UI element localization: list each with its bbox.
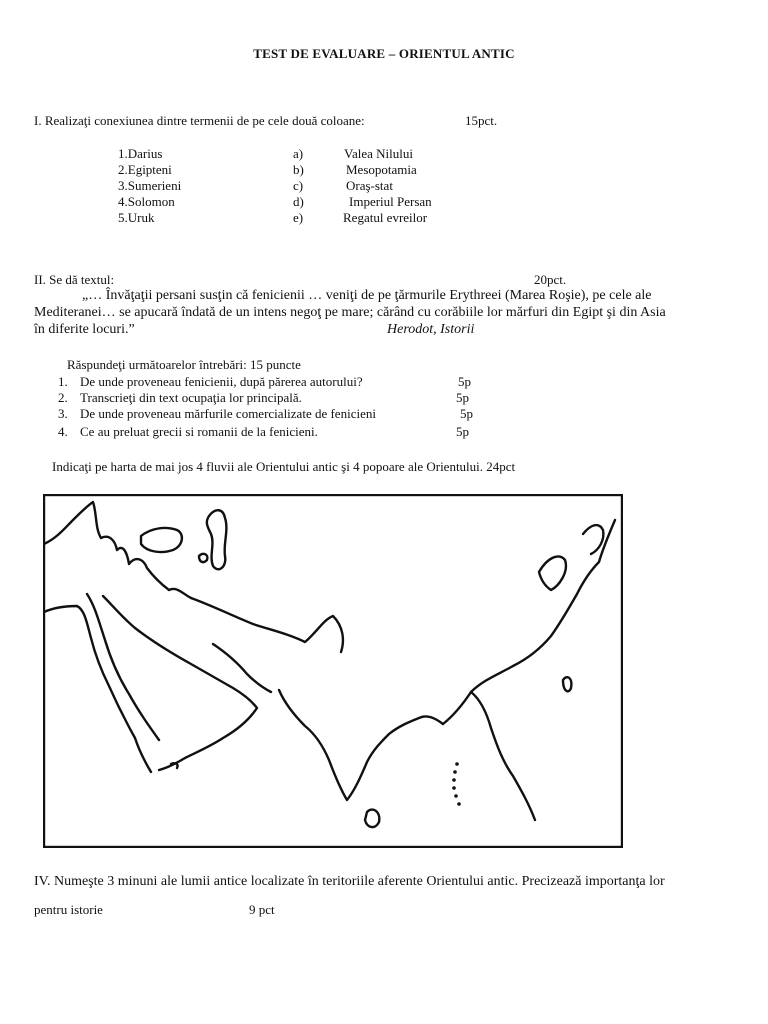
question-points: 5p: [460, 406, 473, 421]
section2-points: 20pct.: [534, 272, 567, 287]
question-number: 4.: [58, 424, 68, 439]
section2-prompt: II. Se dă textul:: [34, 272, 115, 287]
question-text: Ce au preluat grecii si romanii de la fenicieni.: [80, 424, 318, 439]
option-letter: c): [293, 178, 304, 193]
section1-prompt: I. Realizaţi conexiunea dintre termenii de pe cele două coloane:: [34, 113, 365, 128]
questions-intro: Răspundeţi următoarelor întrebări: 15 puncte: [67, 357, 301, 372]
quote-source: Herodot, Istorii: [387, 322, 475, 337]
quote-line-2: Mediteranei… se apucară îndată de un intens negoţ pe mare; cărând cu corăbiile lor mărfuri din Egipt şi din Asia: [34, 305, 666, 320]
section4-line-1: IV. Numeşte 3 minuni ale lumii antice localizate în teritoriile aferente Orientului antic. Precizează importanţa lor: [34, 874, 665, 889]
left-term: 3.Sumerieni: [118, 178, 182, 193]
section4-points: 9 pct: [249, 902, 275, 917]
right-term: Mesopotamia: [346, 162, 417, 177]
right-term: Oraş-stat: [346, 178, 393, 193]
question-text: Transcrieţi din text ocupaţia lor principală.: [80, 390, 302, 405]
question-text: De unde proveneau mărfurile comercializate de fenicieni: [80, 406, 376, 421]
left-term: 5.Uruk: [118, 210, 155, 225]
right-term: Regatul evreilor: [343, 210, 428, 225]
option-letter: e): [293, 210, 304, 225]
section1-letters-column: [293, 146, 304, 226]
section1-left-column: [118, 146, 181, 226]
option-letter: d): [293, 194, 304, 209]
section1-right-column: [343, 146, 432, 226]
quote-line-3: în diferite locuri.”: [34, 322, 135, 337]
option-letter: a): [293, 146, 304, 161]
section1-points: 15pct.: [465, 113, 498, 128]
quote-line-1: „… Învăţaţii persani susţin că fenicienii … veniţi de pe ţărmurile Erythreei (Marea Roşie), pe cele ale: [82, 288, 652, 303]
left-term: 1.Darius: [118, 146, 163, 161]
question-number: 2.: [58, 390, 68, 405]
section3-prompt: Indicaţi pe harta de mai jos 4 fluvii ale Orientului antic şi 4 popoare ale Orientului. 24pct: [52, 459, 516, 474]
map-dotted-islands: [452, 762, 461, 806]
right-term: Valea Nilului: [344, 146, 413, 161]
question-text: De unde proveneau fenicienii, după părerea autorului?: [80, 374, 363, 389]
question-number: 1.: [58, 374, 68, 389]
option-letter: b): [293, 162, 304, 177]
left-term: 4.Solomon: [118, 194, 175, 209]
question-number: 3.: [58, 406, 68, 421]
map-coastlines: [44, 502, 615, 827]
question-points: 5p: [458, 374, 471, 389]
left-term: 2.Egipteni: [118, 162, 172, 177]
question-points: 5p: [456, 424, 469, 439]
right-term: Imperiul Persan: [349, 194, 432, 209]
section4-line-2: pentru istorie: [34, 902, 103, 917]
question-points: 5p: [456, 390, 469, 405]
map-border: [44, 495, 622, 847]
outline-map: [43, 494, 623, 848]
page-title: TEST DE EVALUARE – ORIENTUL ANTIC: [253, 46, 515, 61]
